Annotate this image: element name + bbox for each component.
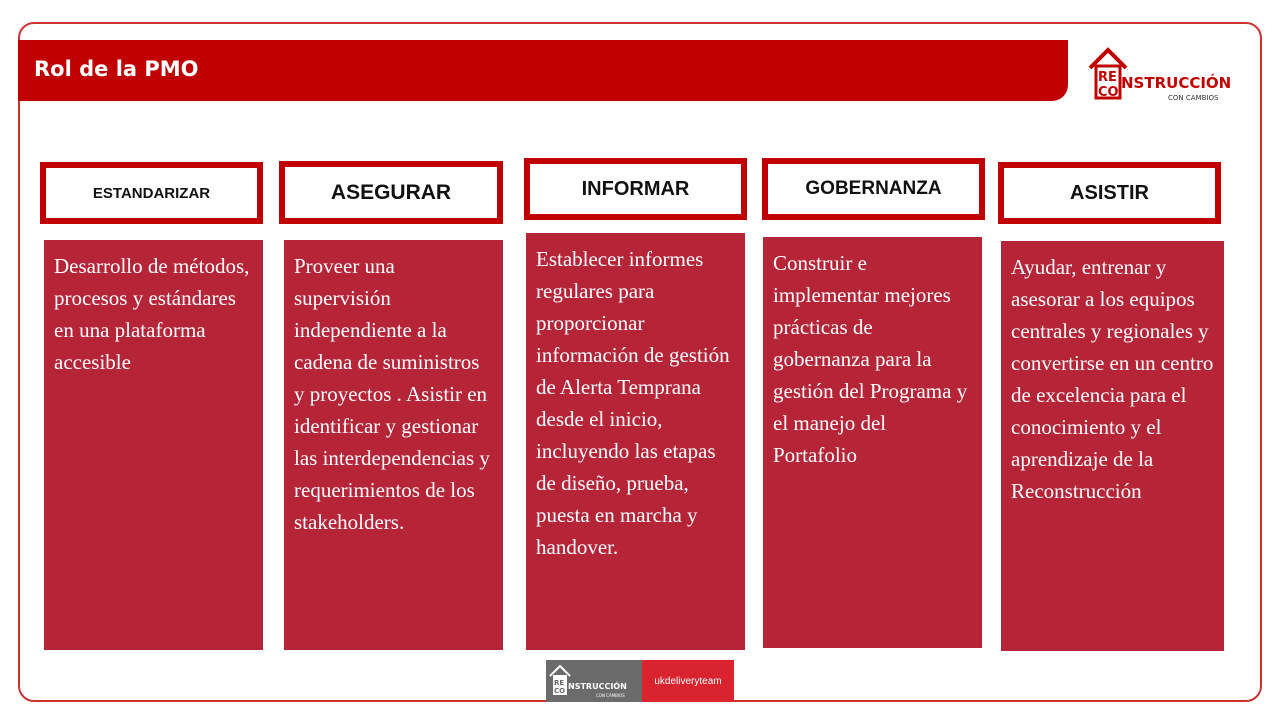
svg-text:CON CAMBIOS: CON CAMBIOS: [596, 693, 625, 698]
heading-asistir: ASISTIR: [998, 162, 1221, 224]
heading-informar: INFORMAR: [524, 158, 747, 220]
heading-estandarizar: ESTANDARIZAR: [40, 162, 263, 224]
heading-gobernanza: GOBERNANZA: [762, 158, 985, 220]
svg-text:NSTRUCCIÓN: NSTRUCCIÓN: [568, 682, 627, 691]
logo-sub: CON CAMBIOS: [1168, 94, 1219, 102]
card-gobernanza: Construir e implementar mejores prácticas de gobernanza para la gestión del Programa y el manejo del Portafolio: [763, 237, 982, 648]
logo-main: NSTRUCCIÓN: [1121, 74, 1232, 92]
logo-re: RE: [1098, 70, 1117, 85]
svg-text:CO: CO: [554, 687, 566, 695]
footer-logos: [546, 660, 734, 702]
card-estandarizar: Desarrollo de métodos, procesos y estándares en una plataforma accesible: [44, 240, 263, 650]
reconstruccion-logo: [1088, 44, 1238, 104]
heading-asegurar: ASEGURAR: [279, 161, 503, 224]
card-asegurar: Proveer una supervisión independiente a la cadena de suministros y proyectos . Asistir en identificar y gestionar las interdependencias y requerimientos de los stakeholders.: [284, 240, 503, 650]
card-informar: Establecer informes regulares para proporcionar información de gestión de Alerta Temprana desde el inicio, incluyendo las etapas de diseño, prueba, puesta en marcha y handover.: [526, 233, 745, 650]
footer-reconstruccion-logo: [546, 660, 642, 702]
logo-co: CO: [1098, 85, 1119, 100]
footer-partner-logo: ukdeliveryteam: [642, 660, 734, 702]
card-asistir: Ayudar, entrenar y asesorar a los equipos centrales y regionales y convertirse en un centro de excelencia para el conocimiento y el aprendizaje de la Reconstrucción: [1001, 241, 1224, 651]
slide-title: Rol de la PMO: [34, 57, 199, 81]
svg-text:RE: RE: [554, 679, 565, 687]
